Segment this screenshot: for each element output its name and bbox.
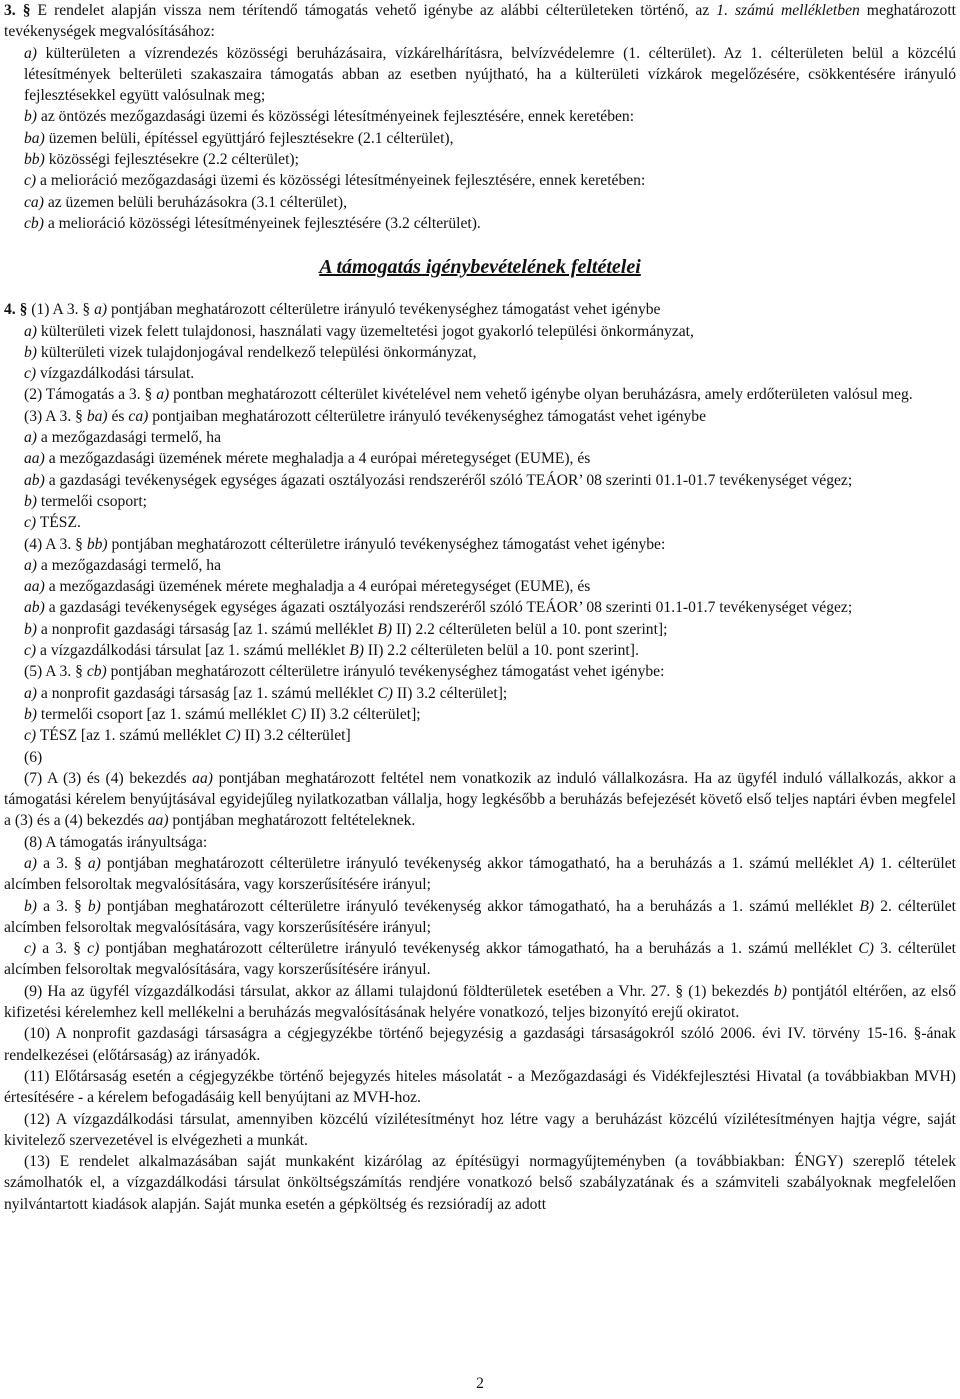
paragraph-4-9: (9) Ha az ügyfél vízgazdálkodási társulat, akkor az állami tulajdonú földterületek esetében a Vhr. 27. § (1) bekezdés b) pontjától eltérően, az első kifizetési kérelemhez kell mellékelni a beruházás megvalósításának helyére vonatkozó, teljes bizonyító erejű okiratot.	[4, 982, 956, 1022]
paragraph-4-4-b: b) a nonprofit gazdasági társaság [az 1. számú melléklet B) II) 2.2 célterületen belül a 10. pont szerint];	[24, 620, 668, 638]
section-heading: A támogatás igénybevételének feltételei	[319, 256, 641, 279]
paragraph-4: 4. § (1) A 3. § a) pontjában meghatározott célterületre irányuló tevékenységhez támogatást vehet igénybe	[4, 301, 661, 319]
paragraph-4-5: (5) A 3. § cb) pontjában meghatározott célterületre irányuló tevékenységhez támogatást vehet igénybe:	[24, 663, 665, 681]
section-sign: §	[19, 301, 28, 319]
paragraph-4-7: (7) A (3) és (4) bekezdés aa) pontjában meghatározott feltétel nem vonatkozik az induló vállalkozásra. Ha az ügyfél induló vállalkozás, akkor a támogatási kérelem benyújtásával egyidejűleg nyilatkozatban vállalja, hogy legkésőbb a beruházás befejezését követő első teljes naptári évben megfelel a (3) és a (4) bekezdés aa) pontjában meghatározott feltételeknek.	[4, 769, 956, 830]
paragraph-3-a: a) külterületen a vízrendezés közösségi beruházásaira, vízkárelhárításra, belvízvédelemre (1. célterület). Az 1. célterületen belül a közcélú létesítmények belterületi szakaszaira támogatás abban az esetben nyújtható, ha a külterületi vízkárok megelőzésére, csökkentésére irányuló fejlesztésekkel együtt valósulnak meg;	[24, 44, 956, 105]
paragraph-4-2: (2) Támogatás a 3. § a) pontban meghatározott célterület kivételével nem vehető igénybe olyan beruházásra, amely erdőterületen valósul meg.	[24, 386, 913, 404]
paragraph-4-12: (12) A vízgazdálkodási társulat, amennyiben közcélú vízilétesítményt hoz létre vagy a beruházást közcélú vízilétesítményen hajtja végre, saját kivitelező szervezetével is elvégezheti a munkát.	[4, 1110, 956, 1149]
paragraph-4-a: a) külterületi vizek felett tulajdonosi, használati vagy üzemeltetési jogot gyakorló települési önkormányzat,	[24, 322, 694, 340]
paragraph-3-c: c) a melioráció mezőgazdasági üzemi és közösségi létesítményeinek fejlesztésére, ennek keretében:	[24, 172, 646, 190]
paragraph-4-5-c: c) TÉSZ [az 1. számú melléklet C) II) 3.2 célterület]	[24, 727, 351, 745]
paragraph-4-8-a: a) a 3. § a) pontjában meghatározott célterületre irányuló tevékenység akkor támogatható, ha a beruházás a 1. számú melléklet A) 1. célterület alcímben felsoroltak megvalósítására, vagy korszerűsítésére irányul;	[4, 854, 957, 894]
paragraph-4-3-c: c) TÉSZ.	[24, 514, 81, 532]
paragraph-4-4: (4) A 3. § bb) pontjában meghatározott célterületre irányuló tevékenységhez támogatást vehet igénybe:	[24, 535, 666, 553]
paragraph-4-5-a: a) a nonprofit gazdasági társaság [az 1. számú melléklet C) II) 3.2 célterület];	[24, 684, 508, 702]
paragraph-4-10: (10) A nonprofit gazdasági társaságra a cégjegyzékbe történő bejegyzésig a gazdasági társaságokról szóló 2006. évi IV. törvény 15-16. §-ának rendelkezései (előtársaság) az irányadók.	[4, 1025, 956, 1064]
paragraph-4-8-b: b) a 3. § b) pontjában meghatározott célterületre irányuló tevékenység akkor támogatható, ha a beruházás a 1. számú melléklet B) 2. célterület alcímben felsoroltak megvalósítására, vagy korszerűsítésére irányul;	[4, 897, 957, 936]
document-page	[4, 0, 956, 1215]
page-number: 2	[476, 1375, 484, 1392]
paragraph-4-c: c) vízgazdálkodási társulat.	[24, 365, 195, 383]
paragraph-3-ca: ca) az üzemen belüli beruházásokra (3.1 célterület),	[24, 193, 347, 211]
paragraph-4-13: (13) E rendelet alkalmazásában saját munkaként kizárólag az építésügyi normagyűjteményben (a továbbiakban: ÉNGY) szereplő tételek számolhatók el, a vízgazdálkodási társulat önköltségszámítás rendjére vonatkozó belső szabályzatának és a számviteli szabályoknak megfelelően nyilvántartott kiadások alapján. Saját munka esetén a gépköltség és rezsióradíj az adott	[4, 1153, 956, 1213]
paragraph-4-3-b: b) termelői csoport;	[24, 492, 147, 510]
paragraph-3: 3. § E rendelet alapján vissza nem térítendő támogatás vehető igénybe az alábbi célterületeken történő, az 1. számú mellékletben meghatározott tevékenységek megvalósításához:	[4, 2, 957, 41]
paragraph-4-b: b) külterületi vizek tulajdonjogával rendelkező települési önkormányzat,	[24, 343, 477, 361]
paragraph-4-6: (6)	[24, 748, 43, 766]
paragraph-4-4-c: c) a vízgazdálkodási társulat [az 1. számú melléklet B) II) 2.2 célterületen belül a 10. pont szerint].	[24, 642, 639, 660]
paragraph-4-3-ab: ab) a gazdasági tevékenységek egységes ágazati osztályozási rendszeréről szóló TEÁOR’ 08 szerinti 01.1-01.7 tevékenységet végez;	[24, 471, 853, 489]
paragraph-3-cb: cb) a melioráció közösségi létesítményeinek fejlesztésére (3.2 célterület).	[24, 214, 481, 232]
paragraph-4-3-aa: aa) a mezőgazdasági üzemének mérete meghaladja a 4 európai méretegységet (EUME), és	[24, 450, 591, 468]
paragraph-4-11: (11) Előtársaság esetén a cégjegyzékbe történő bejegyzés hiteles másolatát - a Mezőgazdasági és Vidékfejlesztési Hivatal (a továbbiakban MVH) értesítésére - a kérelem befogadásáig kell benyújtani az MVH-hoz.	[4, 1067, 956, 1107]
paragraph-3-b: b) az öntözés mezőgazdasági üzemi és közösségi létesítményeinek fejlesztésére, ennek keretében:	[24, 108, 635, 126]
paragraph-4-3: (3) A 3. § ba) és ca) pontjaiban meghatározott célterületre irányuló tevékenységhez támogatást vehet igénybe	[24, 407, 707, 425]
paragraph-3-bb: bb) közösségi fejlesztésekre (2.2 célterület);	[24, 151, 299, 169]
paragraph-4-4-ab: ab) a gazdasági tevékenységek egységes ágazati osztályozási rendszeréről szóló TEÁOR’ 08 szerinti 01.1-01.7 tevékenységet végez;	[24, 599, 853, 617]
section-number: 4.	[4, 301, 16, 319]
paragraph-4-8: (8) A támogatás irányultsága:	[24, 833, 208, 851]
section-sign: §	[22, 2, 31, 19]
paragraph-4-3-a: a) a mezőgazdasági termelő, ha	[24, 429, 222, 447]
paragraph-4-8-c: c) a 3. § c) pontjában meghatározott célterületre irányuló tevékenység akkor támogatható, ha a beruházás a 1. számú melléklet C) 3. célterület alcímben felsoroltak megvalósítására, vagy korszerűsítésére irányul.	[4, 940, 957, 979]
paragraph-3-ba: ba) üzemen belüli, építéssel együttjáró fejlesztésekre (2.1 célterület),	[24, 129, 454, 147]
paragraph-4-4-a: a) a mezőgazdasági termelő, ha	[24, 556, 222, 574]
paragraph-4-5-b: b) termelői csoport [az 1. számú melléklet C) II) 3.2 célterület];	[24, 705, 421, 723]
section-number: 3.	[4, 2, 16, 19]
paragraph-4-4-aa: aa) a mezőgazdasági üzemének mérete meghaladja a 4 európai méretegységet (EUME), és	[24, 578, 591, 596]
